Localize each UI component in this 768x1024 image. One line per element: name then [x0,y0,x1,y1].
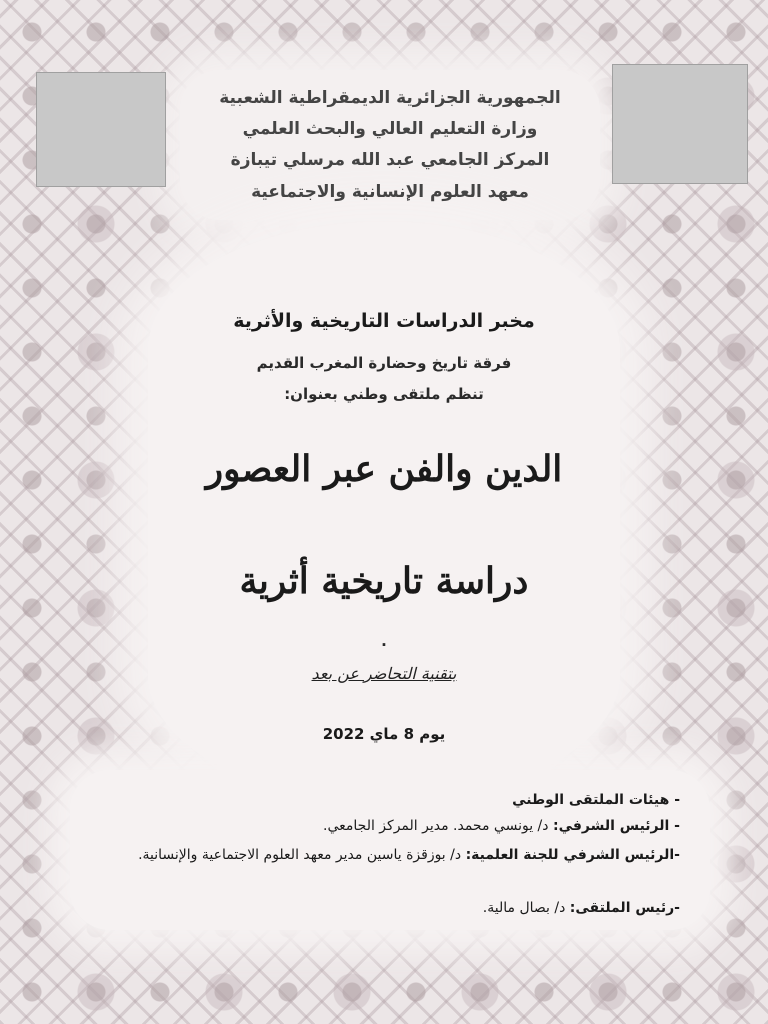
event-date: يوم 8 ماي 2022 [322,725,446,743]
honorary-president [80,818,680,834]
header-line-4: معهد العلوم الإنسانية والاجتماعية [251,182,529,202]
conference-title: الدين والفن عبر العصور [205,448,563,490]
separator-dot: . [381,632,387,650]
lab-name: مخبر الدراسات التاريخية والأثرية [233,310,535,332]
header-line-1: الجمهورية الجزائرية الديمقراطية الشعبية [219,88,561,108]
leha-logo [36,72,166,187]
header-line-2: وزارة التعليم العالي والبحث العلمي [242,119,538,139]
conference-subtitle: دراسة تاريخية أثرية [239,560,529,602]
honorary-president-label: - الرئيس الشرفي: [552,818,680,834]
header-line-3: المركز الجامعي عبد الله مرسلي تيبازة [230,150,550,170]
committees-heading: - هيئات الملتقى الوطني [512,792,680,808]
honorary-president-value: د/ يونسي محمد. مدير المركز الجامعي. [323,818,553,834]
scientific-committee-label: -الرئيس الشرفي للجنة العلمية: [465,847,680,863]
university-logo [612,64,748,184]
conference-chair-value: د/ بصال مالية. [482,900,570,916]
scientific-committee-value: د/ بوزقزة ياسين مدير معهد العلوم الاجتماعية والإنسانية. [138,847,466,863]
remote-mode-text: بتقنية التحاضر عن بعد [311,664,457,683]
conference-chair-label: -رئيس الملتقى: [569,900,680,916]
conference-chair [80,900,680,916]
team-name: فرقة تاريخ وحضارة المغرب القديم [256,354,512,372]
scientific-committee-president [60,847,680,863]
organizes-text: تنظم ملتقى وطني بعنوان: [284,385,484,403]
content-background [148,222,620,802]
